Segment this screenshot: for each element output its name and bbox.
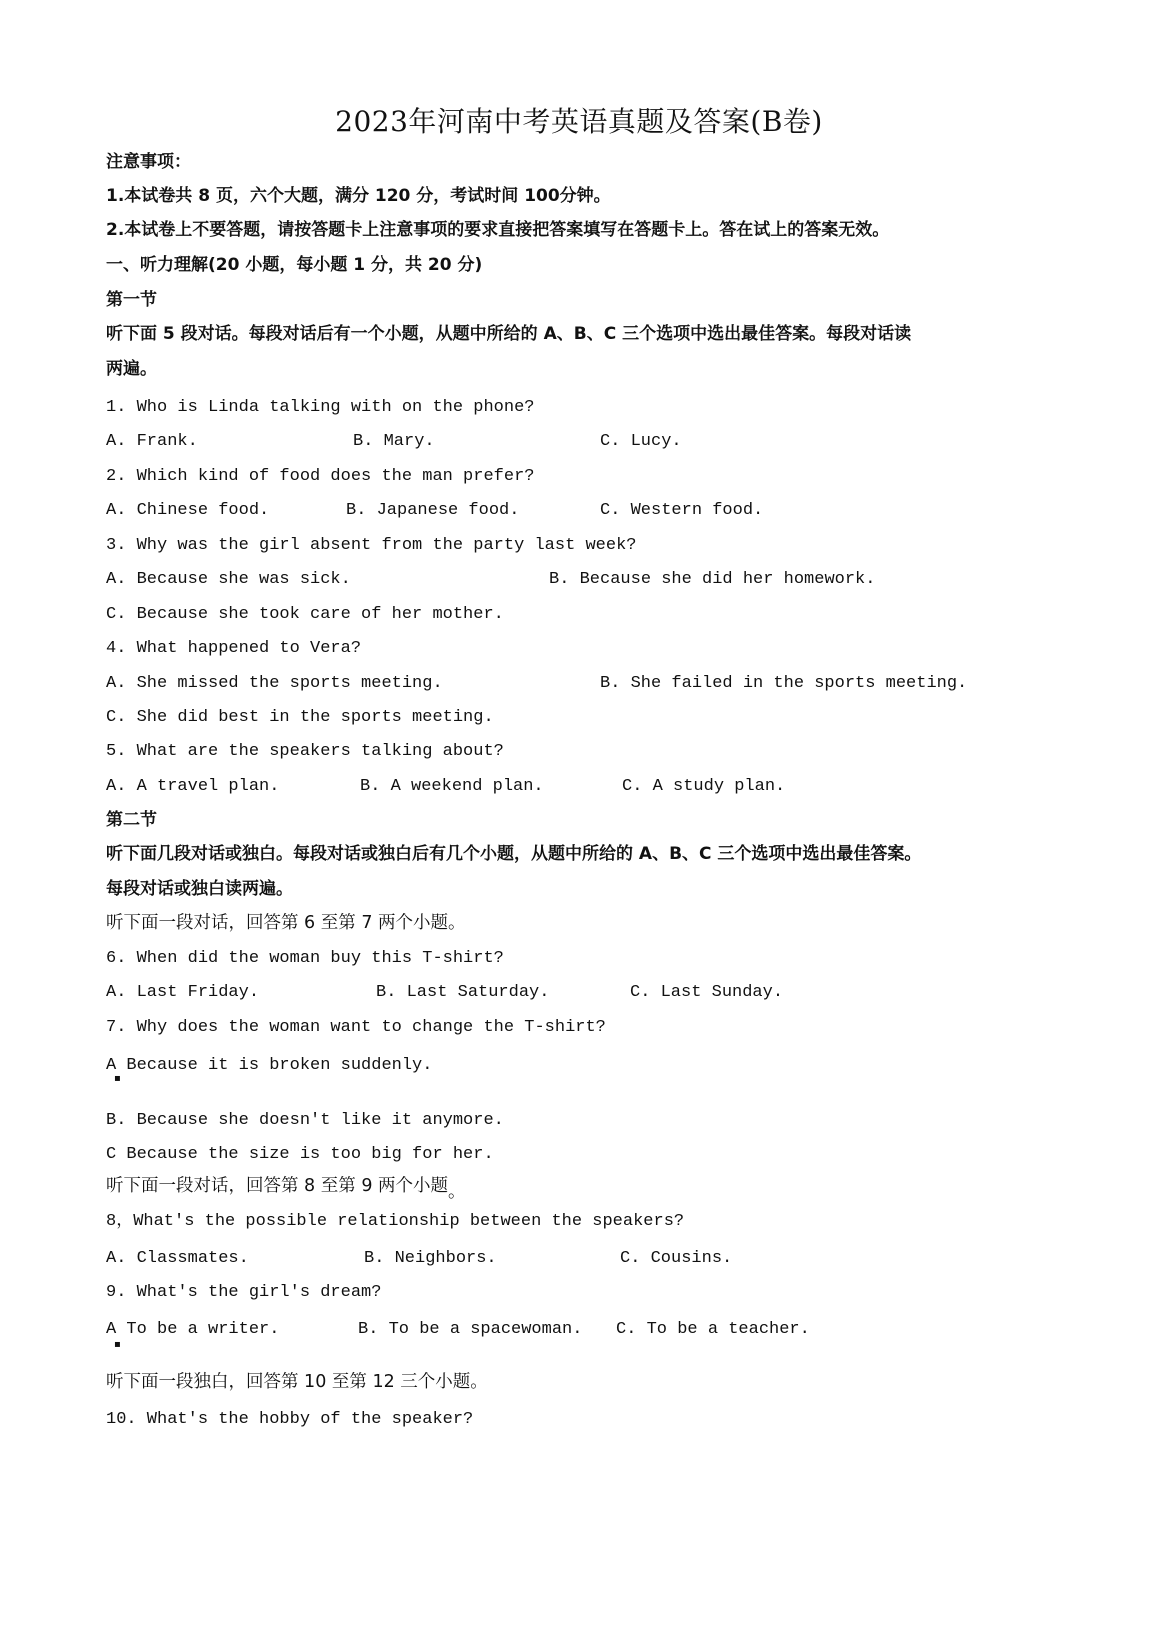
- q7-option-a: A Because it is broken suddenly.: [106, 1056, 433, 1075]
- q5-option-a: A. A travel plan.: [106, 777, 280, 796]
- section2-heading: 第二节: [106, 810, 157, 830]
- part1-heading: 一、听力理解(20 小题，每小题 1 分，共 20 分): [106, 255, 483, 275]
- question-1: 1. Who is Linda talking with on the phone?: [106, 398, 535, 417]
- q6-option-b: B. Last Saturday.: [376, 983, 550, 1002]
- q1-option-c: C. Lucy.: [600, 432, 682, 451]
- notice-item-2: 2.本试卷上不要答题，请按答题卡上注意事项的要求直接把答案填写在答题卡上。答在试上的答案无效。: [106, 220, 890, 240]
- section1-heading: 第一节: [106, 290, 157, 310]
- question-9: 9. What's the girl's dream?: [106, 1283, 382, 1302]
- q2-option-c: C. Western food.: [600, 501, 764, 520]
- group-3-instruction: 听下面一段独白，回答第 10 至第 12 三个小题。: [106, 1372, 488, 1392]
- q3-option-c: C. Because she took care of her mother.: [106, 605, 504, 624]
- q2-option-a: A. Chinese food.: [106, 501, 270, 520]
- notice-item-1: 1.本试卷共 8 页，六个大题，满分 120 分，考试时间 100分钟。: [106, 186, 611, 206]
- q4-option-a: A. She missed the sports meeting.: [106, 674, 443, 693]
- q7-option-c: C Because the size is too big for her.: [106, 1145, 494, 1164]
- group-2-instruction-end: 。: [448, 1182, 466, 1202]
- q5-option-c: C. A study plan.: [622, 777, 786, 796]
- q6-option-c: C. Last Sunday.: [630, 983, 784, 1002]
- section2-instruction-line1: 听下面几段对话或独白。每段对话或独白后有几个小题，从题中所给的 A、B、C 三个选项中选出最佳答案。: [106, 844, 922, 864]
- group-2-instruction-text: 听下面一段对话，回答第 8 至第 9 两个小题: [106, 1176, 449, 1196]
- notice-heading: 注意事项：: [106, 152, 191, 172]
- question-3: 3. Why was the girl absent from the party last week?: [106, 536, 637, 555]
- question-4: 4. What happened to Vera?: [106, 639, 362, 658]
- q1-option-b: B. Mary.: [353, 432, 435, 451]
- q3-option-a: A. Because she was sick.: [106, 570, 351, 589]
- q5-option-b: B. A weekend plan.: [360, 777, 544, 796]
- stray-mark: ▪: [114, 1073, 121, 1084]
- section1-instruction-line2: 两遍。: [106, 359, 157, 379]
- q8-option-c: C. Cousins.: [620, 1249, 733, 1268]
- q3-option-b: B. Because she did her homework.: [549, 570, 876, 589]
- stray-mark: ▪: [114, 1339, 121, 1350]
- q9-option-a: A To be a writer.: [106, 1320, 280, 1339]
- group-2-instruction: [106, 1174, 466, 1202]
- q4-option-b: B. She failed in the sports meeting.: [600, 674, 968, 693]
- question-7: 7. Why does the woman want to change the T-shirt?: [106, 1018, 606, 1037]
- q9-option-c: C. To be a teacher.: [616, 1320, 810, 1339]
- question-6: 6. When did the woman buy this T-shirt?: [106, 949, 504, 968]
- group-1-instruction: 听下面一段对话，回答第 6 至第 7 两个小题。: [106, 913, 466, 933]
- section2-instruction-line2: 每段对话或独白读两遍。: [106, 879, 293, 899]
- section1-instruction-line1: 听下面 5 段对话。每段对话后有一个小题，从题中所给的 A、B、C 三个选项中选出最佳答案。每段对话读: [106, 324, 912, 344]
- question-5: 5. What are the speakers talking about?: [106, 742, 504, 761]
- question-8: 8，What's the possible relationship between the speakers?: [106, 1212, 685, 1231]
- question-10: 10. What's the hobby of the speaker?: [106, 1410, 474, 1429]
- q6-option-a: A. Last Friday.: [106, 983, 260, 1002]
- q2-option-b: B. Japanese food.: [346, 501, 520, 520]
- q9-option-b: B. To be a spacewoman.: [358, 1320, 583, 1339]
- q4-option-c: C. She did best in the sports meeting.: [106, 708, 494, 727]
- page-title: 2023年河南中考英语真题及答案(B卷): [335, 105, 823, 138]
- q8-option-b: B. Neighbors.: [364, 1249, 497, 1268]
- question-2: 2. Which kind of food does the man prefer?: [106, 467, 535, 486]
- q1-option-a: A. Frank.: [106, 432, 198, 451]
- q8-option-a: A. Classmates.: [106, 1249, 249, 1268]
- q7-option-b: B. Because she doesn't like it anymore.: [106, 1111, 504, 1130]
